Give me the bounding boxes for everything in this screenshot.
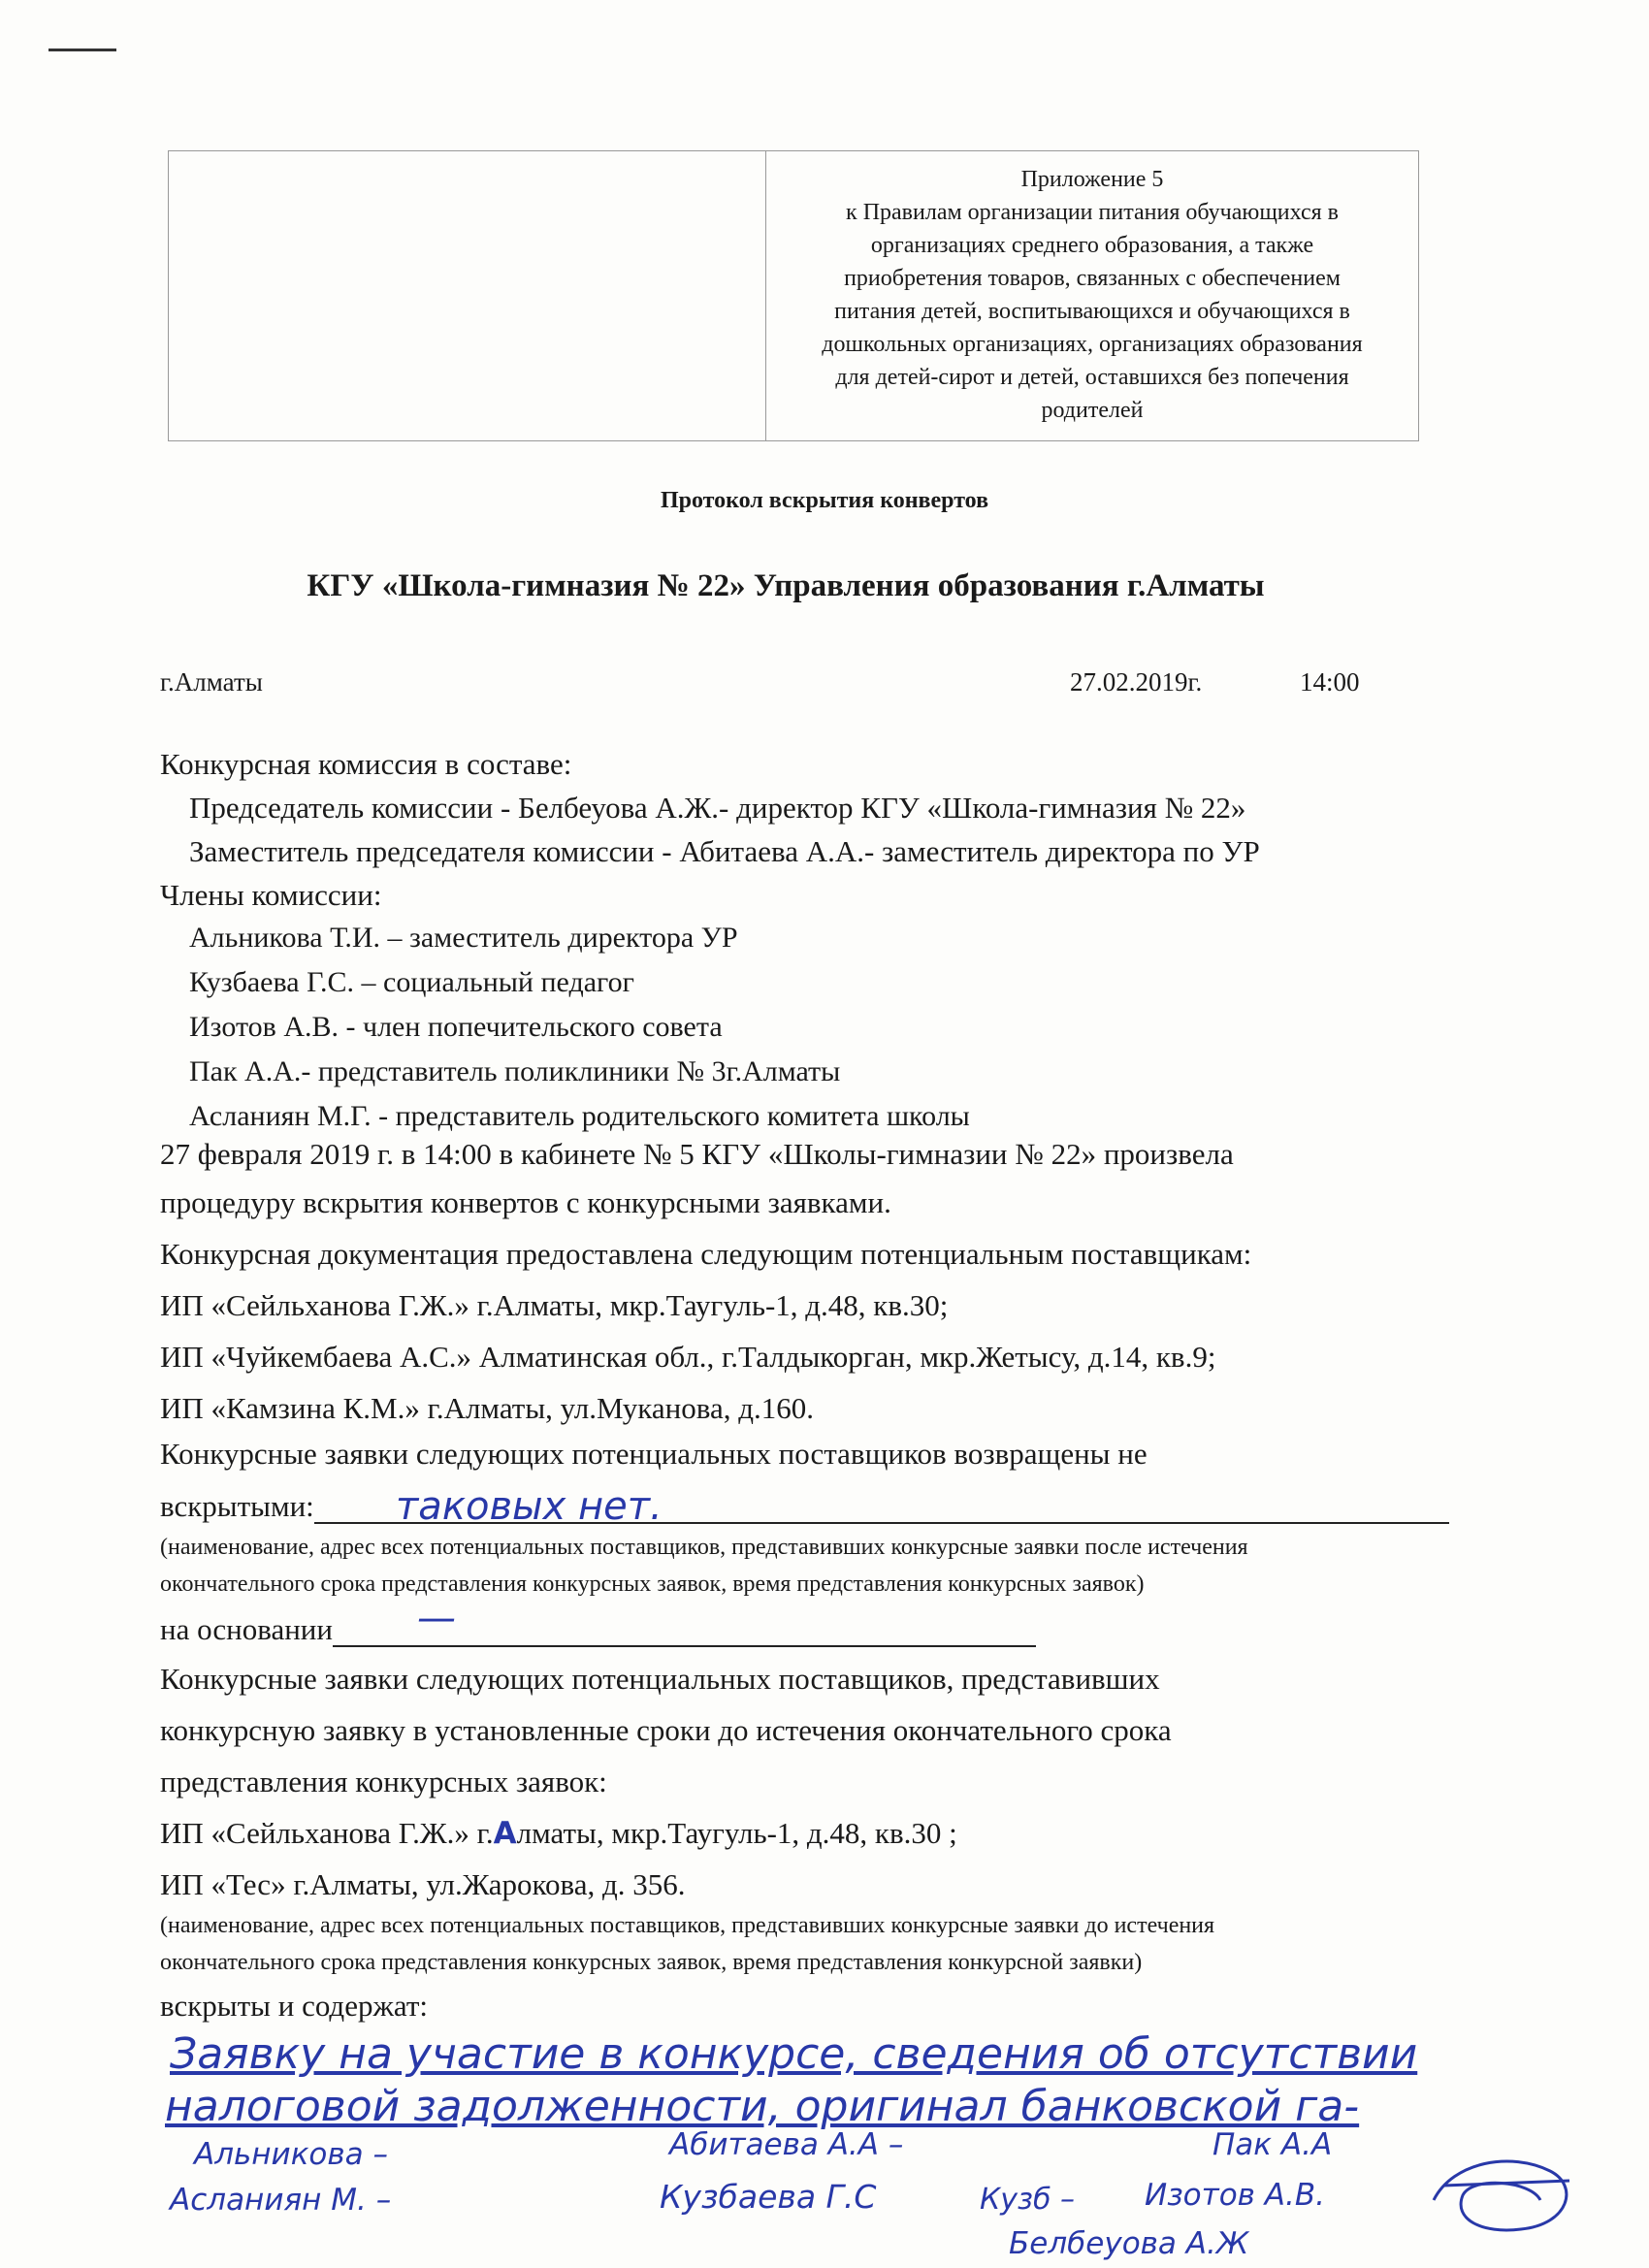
supplier-item: ИП «Камзина К.М.» г.Алматы, ул.Муканова, д.160. [160, 1391, 815, 1425]
signature: Альникова – [194, 2137, 389, 2172]
signature: Пак А.А [1212, 2127, 1333, 2162]
supplier-item: ИП «Чуйкембаева А.С.» Алматинская обл., г.Талдыкорган, мкр.Жетысу, д.14, кв.9; [160, 1340, 1216, 1374]
time: 14:00 [1300, 667, 1360, 697]
appendix-line: дошкольных организациях, организациях образования [822, 332, 1363, 357]
signature-scribble-icon [1424, 2142, 1589, 2249]
commission-member: Изотов А.В. - член попечительского совета [189, 1011, 723, 1043]
scan-mark [48, 49, 116, 51]
opened-label: вскрыты и содержат: [160, 1989, 429, 2023]
handwritten-contents: Заявку на участие в конкурсе, сведения об отсутствии [170, 2029, 1418, 2079]
commission-member: Асланиян М.Г. - представитель родительского комитета школы [189, 1100, 970, 1132]
document-title: Протокол вскрытия конвертов [660, 488, 989, 513]
commission-member: Альникова Т.И. – заместитель директора УР [189, 922, 738, 954]
signature: Белбеуова А.Ж [1009, 2226, 1249, 2261]
submitted-line: представления конкурсных заявок: [160, 1765, 607, 1798]
appendix-line: Приложение 5 [1020, 167, 1164, 192]
signature: Асланиян М. – [170, 2183, 392, 2218]
handwritten-none: таковых нет. [396, 1484, 663, 1529]
date: 27.02.2019г. [1070, 667, 1203, 697]
appendix-line: родителей [1041, 398, 1144, 423]
submitted-note: окончательного срока представления конкурсных заявок, время представления конкурсной заявки) [160, 1950, 1143, 1975]
appendix-line: питания детей, воспитывающихся и обучающихся в [834, 299, 1350, 324]
basis-line [160, 1612, 1036, 1647]
submitted-note: (наименование, адрес всех потенциальных поставщиков, представивших конкурсные заявки до истечения [160, 1913, 1215, 1938]
signature: Кузбаева Г.С [660, 2178, 877, 2216]
docs-provided-label: Конкурсная документация предоставлена следующим потенциальным поставщикам: [160, 1237, 1252, 1271]
supplier-item: ИП «Сейльханова Г.Ж.» г.Алматы, мкр.Таугуль-1, д.48, кв.30; [160, 1288, 949, 1322]
basis-label: на основании [160, 1612, 333, 1646]
commission-member: Кузбаева Г.С. – социальный педагог [189, 966, 634, 998]
procedure-line: 27 февраля 2019 г. в 14:00 в кабинете № 5 КГУ «Школы-гимназии № 22» произвела [160, 1137, 1234, 1171]
appendix-line: организациях среднего образования, а также [870, 233, 1314, 258]
returned-label: вскрытыми: [160, 1489, 314, 1523]
submitted-supplier-text: лматы, мкр.Таугуль-1, д.48, кв.30 ; [516, 1816, 957, 1850]
commission-member: Пак А.А.- представитель поликлиники № 3г.Алматы [189, 1055, 841, 1087]
signature: Изотов А.В. [1145, 2178, 1325, 2213]
appendix-line: для детей-сирот и детей, оставшихся без попечения [835, 365, 1349, 390]
returned-line-2 [160, 1489, 1449, 1524]
appendix-empty-cell [169, 151, 766, 440]
appendix-line: приобретения товаров, связанных с обеспечением [844, 266, 1341, 291]
submitted-line: конкурсную заявку в установленные сроки до истечения окончательного срока [160, 1713, 1172, 1747]
handwritten-dash: — [417, 1596, 456, 1640]
returned-note: окончательного срока представления конкурсных заявок, время представления конкурсных заявок) [160, 1571, 1145, 1597]
commission-deputy: Заместитель председателя комиссии - Абитаева А.А.- заместитель директора по УР [189, 834, 1260, 868]
submitted-supplier-text: ИП «Сейльханова Г.Ж.» г. [160, 1816, 494, 1850]
city: г.Алматы [160, 667, 263, 697]
commission-intro: Конкурсная комиссия в составе: [160, 747, 572, 781]
signature: Абитаева А.А – [669, 2127, 904, 2162]
submitted-supplier [160, 1816, 957, 1851]
commission-chair: Председатель комиссии - Белбеуова А.Ж.- директор КГУ «Школа-гимназия № 22» [189, 791, 1246, 825]
submitted-line: Конкурсные заявки следующих потенциальных поставщиков, представивших [160, 1662, 1160, 1696]
appendix-table [168, 150, 1419, 441]
signature: Кузб – [980, 2183, 1076, 2217]
procedure-line: процедуру вскрытия конвертов с конкурсными заявками. [160, 1185, 891, 1219]
returned-note: (наименование, адрес всех потенциальных поставщиков, представивших конкурсные заявки после истечения [160, 1535, 1248, 1560]
handwritten-contents: налоговой задолженности, оригинал банковской га- [165, 2082, 1360, 2131]
returned-line: Конкурсные заявки следующих потенциальных поставщиков возвращены не [160, 1437, 1148, 1471]
submitted-supplier: ИП «Тес» г.Алматы, ул.Жарокова, д. 356. [160, 1867, 686, 1901]
members-label: Члены комиссии: [160, 878, 382, 912]
basis-fill-line [333, 1645, 1036, 1647]
appendix-line: к Правилам организации питания обучающихся в [846, 200, 1339, 225]
appendix-text-cell [766, 151, 1418, 440]
organization-title: КГУ «Школа-гимназия № 22» Управления образования г.Алматы [307, 568, 1265, 603]
handwritten-correction: А [493, 1816, 517, 1851]
